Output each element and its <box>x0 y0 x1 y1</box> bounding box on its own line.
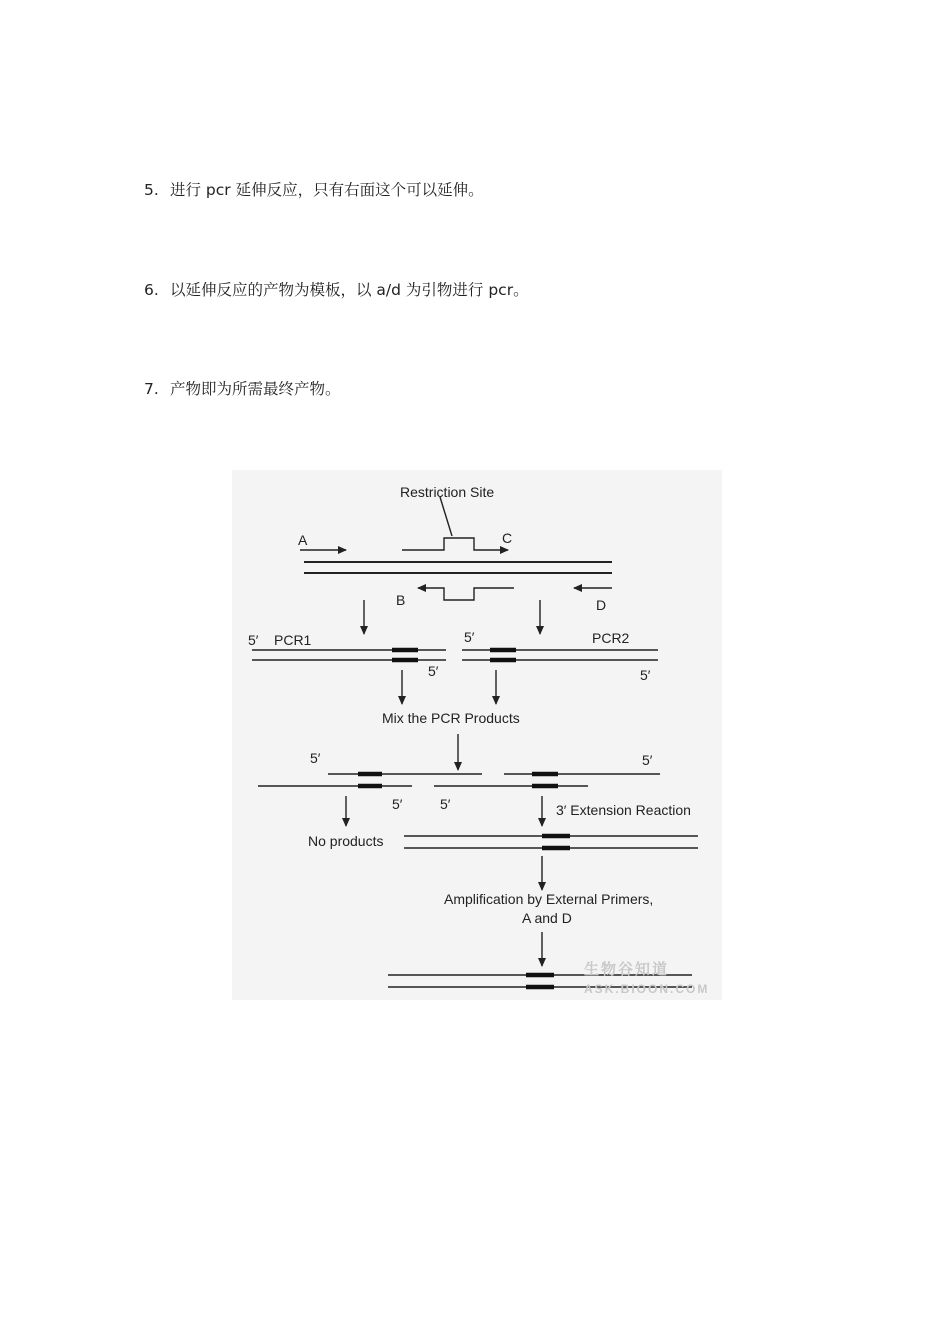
primer-d-label: D <box>596 597 607 613</box>
primer-a-label: A <box>298 532 308 548</box>
step-number: 6. <box>144 281 159 299</box>
diagram-svg <box>232 470 722 1000</box>
pcr1-five-prime-label: 5′ <box>248 632 259 648</box>
step-number: 5. <box>144 181 159 199</box>
watermark-line1: 生物谷知道 <box>584 961 670 978</box>
step-text: 以延伸反应的产物为模板，以 a/d 为引物进行 pcr。 <box>170 281 529 299</box>
primer-c-label: C <box>502 530 513 546</box>
overlap-pcr-diagram <box>232 470 722 1000</box>
step-text: 进行 pcr 延伸反应，只有右面这个可以延伸。 <box>170 181 484 199</box>
mixed-right-five-prime-label: 5′ <box>440 796 451 812</box>
step-6 <box>144 280 529 300</box>
step-number: 7. <box>144 380 159 398</box>
mixed-left-five-prime-label: 5′ <box>310 750 321 766</box>
mixed-left-five-prime-end-label: 5′ <box>392 796 403 812</box>
mix-label: Mix the PCR Products <box>382 710 520 726</box>
primer-c-arrow <box>402 538 508 550</box>
pcr2-label: PCR2 <box>592 630 630 646</box>
no-products-label: No products <box>308 833 384 849</box>
amplification-label-line1: Amplification by External Primers, <box>444 891 654 907</box>
pcr1-five-prime-end-label: 5′ <box>428 663 439 679</box>
mixed-right-five-prime-end-label: 5′ <box>642 752 653 768</box>
restriction-site-pointer <box>440 497 452 536</box>
step-7 <box>144 379 341 399</box>
watermark-line2: ASK.BIOON.COM <box>584 982 710 996</box>
pcr2-five-prime-end-label: 5′ <box>640 667 651 683</box>
primer-b-label: B <box>396 592 406 608</box>
extension-label: 3′ Extension Reaction <box>556 802 691 818</box>
pcr1-label: PCR1 <box>274 632 312 648</box>
restriction-site-label: Restriction Site <box>400 484 495 500</box>
primer-b-arrow <box>418 588 514 600</box>
amplification-label-line2: A and D <box>522 910 572 926</box>
step-text: 产物即为所需最终产物。 <box>170 380 341 398</box>
step-5 <box>144 180 484 200</box>
pcr2-five-prime-label: 5′ <box>464 629 475 645</box>
